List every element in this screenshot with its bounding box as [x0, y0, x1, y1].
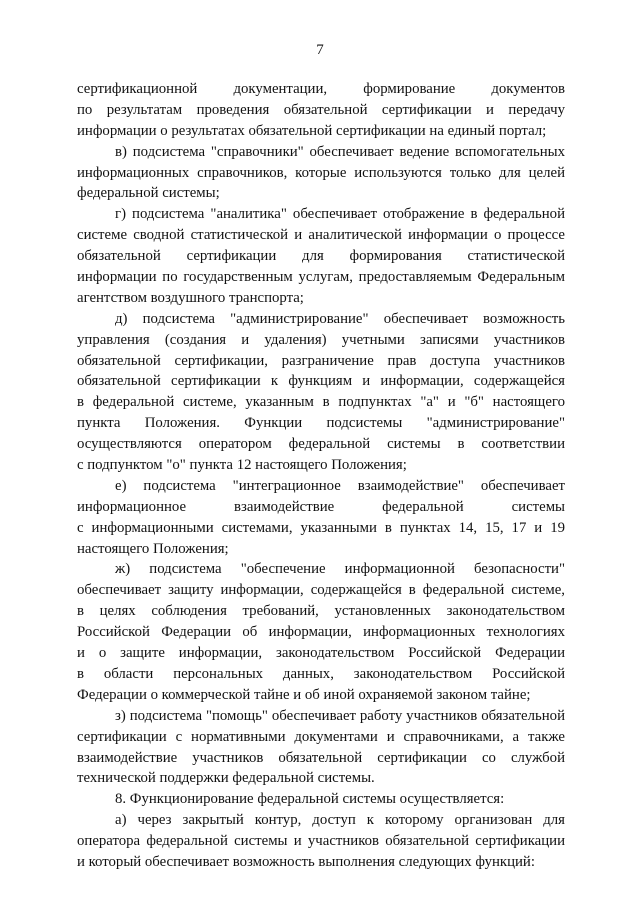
text-line: по результатам проведения обязательной сертификации и передачу [77, 101, 565, 118]
text-line: и о защите информации, законодательством Российской Федерации [77, 645, 565, 662]
text-line: настоящего Положения; [77, 540, 229, 557]
text-line: 8. Функционирование федеральной системы осуществляется: [115, 791, 505, 808]
text-line: осуществляются оператором федеральной системы в соответствии [77, 436, 565, 453]
text-line: в) подсистема "справочники" обеспечивает ведение вспомогательных [115, 143, 565, 160]
text-line: сертификации с нормативными документами и справочниками, а также [77, 728, 565, 745]
text-line: взаимодействие участников обязательной сертификации со службой [77, 749, 565, 766]
text-line: и который обеспечивает возможность выполнения следующих функций: [77, 853, 535, 870]
text-line: информационное взаимодействие федеральной системы [77, 498, 565, 515]
text-line: оператора федеральной системы и участников обязательной сертификации [77, 833, 565, 850]
text-line: в области персональных данных, законодательством Российской [77, 665, 565, 682]
text-line: информации по государственным услугам, предоставляемым Федеральным [77, 269, 565, 286]
text-line: обязательной сертификации к функциям и информации, содержащейся [77, 373, 565, 390]
text-line: с подпунктом "о" пункта 12 настоящего Положения; [77, 457, 407, 474]
text-line: в целях соблюдения требований, установленных законодательством [77, 603, 565, 620]
paragraph-section-8 [77, 789, 565, 810]
paragraph-item-v [77, 142, 565, 205]
text-line: з) подсистема "помощь" обеспечивает работу участников обязательной [115, 707, 565, 724]
text-line: федеральной системы; [77, 185, 220, 202]
text-line: г) подсистема "аналитика" обеспечивает отображение в федеральной [115, 206, 565, 223]
text-line: информационных справочников, которые используются только для целей [77, 164, 565, 181]
text-line: технической поддержки федеральной системы. [77, 770, 375, 787]
document-body [77, 79, 565, 873]
text-line: пункта Положения. Функции подсистемы "администрирование" [77, 415, 565, 432]
paragraph-continuation [77, 79, 565, 142]
text-line: а) через закрытый контур, доступ к которому организован для [115, 812, 565, 829]
text-line: агентством воздушного транспорта; [77, 289, 304, 306]
text-line: ж) подсистема "обеспечение информационной безопасности" [115, 561, 565, 578]
paragraph-item-z [77, 706, 565, 790]
text-line: системе сводной статистической и аналитической информации о процессе [77, 227, 565, 244]
text-line: Федерации о коммерческой тайне и об иной охраняемой законом тайне; [77, 686, 531, 703]
text-line: обязательной сертификации для формирования статистической [77, 248, 565, 265]
paragraph-item-g [77, 204, 565, 308]
text-line: Российской Федерации об информации, информационных технологиях [77, 624, 565, 641]
text-line: сертификационной документации, формирование документов [77, 81, 565, 97]
paragraph-item-zh [77, 559, 565, 705]
text-line: д) подсистема "администрирование" обеспечивает возможность [115, 310, 565, 327]
text-line: информации о результатах обязательной сертификации на единый портал; [77, 122, 547, 139]
paragraph-item-e [77, 476, 565, 560]
paragraph-item-d [77, 309, 565, 476]
text-line: е) подсистема "интеграционное взаимодействие" обеспечивает [115, 477, 565, 494]
paragraph-item-a [77, 810, 565, 873]
text-line: обязательной сертификации, разграничение прав доступа участников [77, 352, 565, 369]
text-line: управления (создания и удаления) учетными записями участников [77, 331, 565, 348]
text-line: с информационными системами, указанными в пунктах 14, 15, 17 и 19 [77, 519, 565, 536]
text-line: в федеральной системе, указанным в подпунктах "а" и "б" настоящего [77, 394, 565, 411]
page-number: 7 [316, 42, 324, 58]
text-line: обеспечивает защиту информации, содержащейся в федеральной системе, [77, 582, 565, 599]
